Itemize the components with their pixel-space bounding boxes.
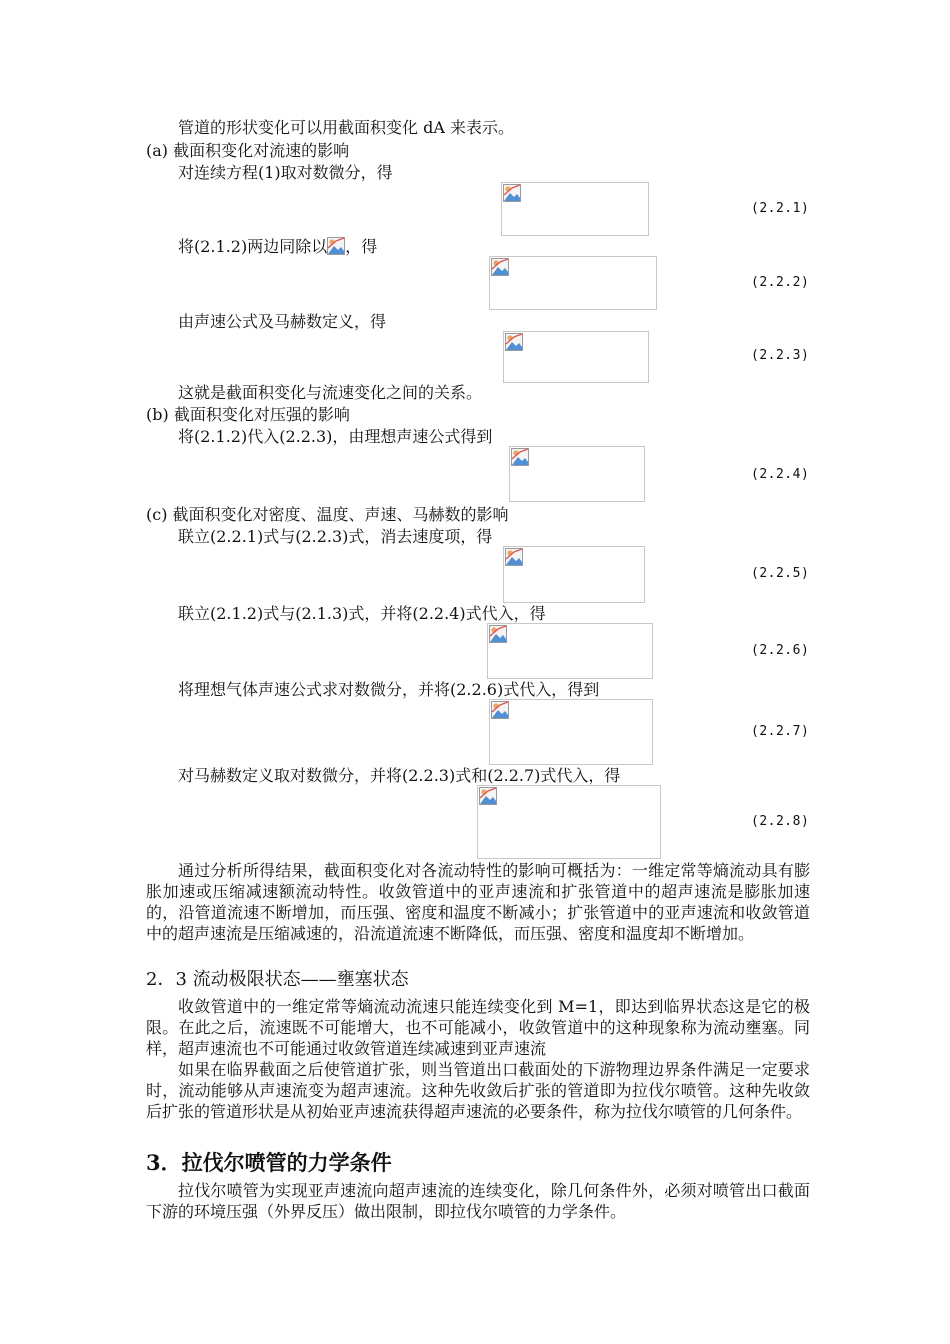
equation-number: (2.2.2)	[751, 275, 810, 290]
equation-number: (2.2.8)	[751, 814, 810, 829]
broken-image-icon	[505, 333, 523, 351]
broken-image-icon	[491, 258, 509, 276]
subsection-a-heading: (a) 截面积变化对流速的影响	[146, 141, 350, 160]
equation-image	[503, 546, 645, 603]
paragraph: 拉伐尔喷管为实现亚声速流向超声速流的连续变化，除几何条件外，必须对喷管出口截面下游的环境压强（外界反压）做出限制，即拉伐尔喷管的力学条件。	[146, 1181, 810, 1221]
broken-image-icon	[503, 184, 521, 202]
text-line: 联立(2.1.2)式与(2.1.3)式，并将(2.2.4)式代入，得	[178, 604, 546, 623]
equation-number: (2.2.1)	[751, 201, 810, 216]
broken-image-icon	[511, 448, 529, 466]
broken-image-icon	[491, 701, 509, 719]
text-line: 对连续方程(1)取对数微分，得	[178, 163, 393, 182]
text-line: 这就是截面积变化与流速变化之间的关系。	[178, 383, 483, 402]
text-line: 管道的形状变化可以用截面积变化 dA 来表示。	[178, 118, 514, 137]
text-line: 将(2.1.2)代入(2.2.3)，由理想声速公式得到	[178, 427, 493, 446]
equation-number: (2.2.7)	[751, 724, 810, 739]
section-heading-3: 3．拉伐尔喷管的力学条件	[146, 1150, 392, 1175]
equation-number: (2.2.6)	[751, 643, 810, 658]
text-line: 由声速公式及马赫数定义，得	[178, 312, 387, 331]
text-line: 联立(2.2.1)式与(2.2.3)式，消去速度项，得	[178, 527, 493, 546]
equation-number: (2.2.5)	[751, 566, 810, 581]
equation-image	[487, 623, 653, 679]
paragraph: 如果在临界截面之后使管道扩张，则当管道出口截面处的下游物理边界条件满足一定要求时，流动能够从声速流变为超声速流。这种先收敛后扩张的管道即为拉伐尔喷管。这种先收敛后扩张的管道形状是从初始亚声速流获得超声速流的必要条件，称为拉伐尔喷管的几何条件。	[146, 1060, 810, 1121]
summary-paragraph: 通过分析所得结果，截面积变化对各流动特性的影响可概括为：一维定常等熵流动具有膨胀加速或压缩减速额流动特性。收敛管道中的亚声速流和扩张管道中的超声速流是膨胀加速的，沿管道流速不断增加，而压强、密度和温度不断减小；扩张管道中的亚声速流和收敛管道中的超声速流是压缩减速的，沿流道流速不断降低，而压强、密度和温度却不断增加。	[146, 861, 810, 943]
subsection-c-heading: (c) 截面积变化对密度、温度、声速、马赫数的影响	[146, 505, 509, 524]
broken-image-icon	[489, 625, 507, 643]
text-line	[178, 237, 377, 257]
equation-number: (2.2.3)	[751, 348, 810, 363]
broken-image-icon	[479, 787, 497, 805]
equation-image	[501, 182, 649, 236]
text-line: 对马赫数定义取对数微分，并将(2.2.3)式和(2.2.7)式代入，得	[178, 766, 621, 785]
subsection-b-heading: (b) 截面积变化对压强的影响	[146, 405, 350, 424]
paragraph: 收敛管道中的一维定常等熵流动流速只能连续变化到 M=1，即达到临界状态这是它的极限。在此之后，流速既不可能增大，也不可能减小，收敛管道中的这种现象称为流动壅塞。同样，超声速流也不可能通过收敛管道连续减速到亚声速流	[146, 997, 810, 1058]
equation-image	[509, 446, 645, 502]
equation-number: (2.2.4)	[751, 467, 810, 482]
text-line: 将理想气体声速公式求对数微分，并将(2.2.6)式代入，得到	[178, 680, 600, 699]
equation-image	[503, 331, 649, 383]
text-fragment: 将(2.1.2)两边同除以	[178, 237, 328, 256]
equation-image	[489, 699, 653, 765]
text-fragment: ，得	[345, 237, 378, 256]
broken-image-icon	[327, 237, 345, 255]
equation-image	[477, 785, 661, 859]
broken-image-icon	[505, 548, 523, 566]
equation-image	[489, 256, 657, 310]
section-heading-2-3: 2．3 流动极限状态——壅塞状态	[146, 969, 409, 990]
